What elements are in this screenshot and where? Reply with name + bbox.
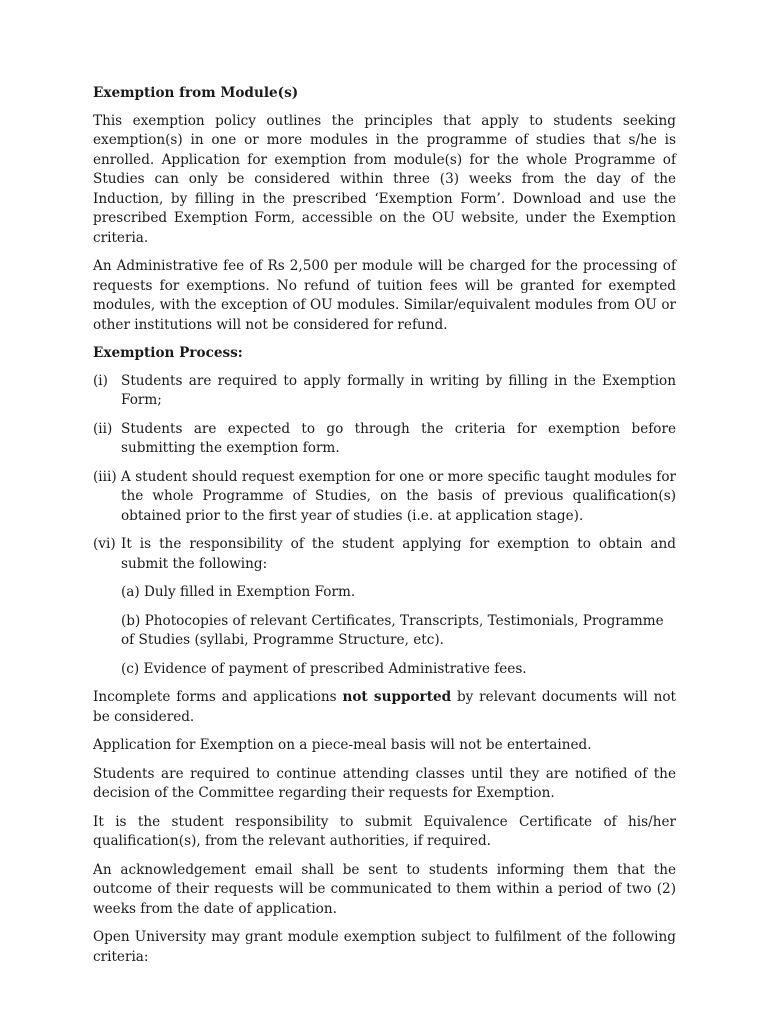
list-marker: (ii) [93, 420, 113, 437]
paragraph-acknowledgement: An acknowledgement email shall be sent to students informing them that the outcome of their requests will be communicated to them within a period of two (2) weeks from the date of application. [93, 861, 676, 917]
section-heading-exemption: Exemption from Module(s) [93, 85, 299, 101]
list-item [93, 468, 676, 527]
list-item [93, 372, 676, 411]
list-item-text: Students are expected to go through the criteria for exemption before submitting the exemption form. [121, 420, 676, 456]
paragraph-policy: This exemption policy outlines the principles that apply to students seeking exemption(s) in one or more modules in the programme of studies that s/he is enrolled. Application for exemption from module(s) for the whole Programme of Studies can only be considered within three (3) weeks from the day of the Induction, by filling in the prescribed ‘Exemption Form’. Download and use the prescribed Exemption Form, accessible on the OU website, under the Exemption criteria. [93, 112, 676, 246]
list-marker: (i) [93, 372, 108, 389]
section-heading-process: Exemption Process: [93, 345, 243, 361]
paragraph-criteria: Open University may grant module exemption subject to fulfilment of the following criteria: [93, 929, 676, 965]
list-marker: (vi) [93, 536, 116, 552]
list-marker: (iii) [93, 468, 117, 485]
list-item [93, 535, 676, 574]
list-item [93, 420, 676, 459]
sub-list-item: (b) Photocopies of relevant Certificates, Transcripts, Testimonials, Programme of Studies (syllabi, Programme Structure, etc). [121, 612, 664, 648]
list-item-text: A student should request exemption for one or more specific taught modules for the whole Programme of Studies, on the basis of previous qualification(s) obtained prior to the first year of studies (i.e. at application stage). [121, 468, 676, 524]
sub-list-item: (c) Evidence of payment of prescribed Administrative fees. [121, 660, 527, 677]
paragraph-text: by relevant documents will not be considered. [93, 689, 676, 725]
paragraph-piece-meal: Application for Exemption on a piece-meal basis will not be entertained. [93, 737, 592, 753]
list-item-text: Students are required to apply formally in writing by filling in the Exemption Form; [121, 372, 676, 408]
document-page [93, 84, 676, 976]
paragraph-admin-fee: An Administrative fee of Rs 2,500 per module will be charged for the processing of requests for exemptions. No refund of tuition fees will be granted for exempted modules, with the exception of OU modules. Similar/equivalent modules from OU or other institutions will not be considered for refund. [93, 258, 676, 333]
paragraph-incomplete-forms [93, 688, 676, 727]
emphasis-not-supported: not supported [342, 689, 452, 705]
paragraph-equivalence: It is the student responsibility to submit Equivalence Certificate of his/her qualification(s), from the relevant authorities, if required. [93, 813, 676, 849]
list-item-text: It is the responsibility of the student applying for exemption to obtain and submit the following: [121, 536, 676, 572]
paragraph-attend-classes: Students are required to continue attending classes until they are notified of the decision of the Committee regarding their requests for Exemption. [93, 765, 676, 801]
paragraph-text: Incomplete forms and applications [93, 689, 343, 705]
sub-list-item: (a) Duly filled in Exemption Form. [121, 584, 356, 600]
